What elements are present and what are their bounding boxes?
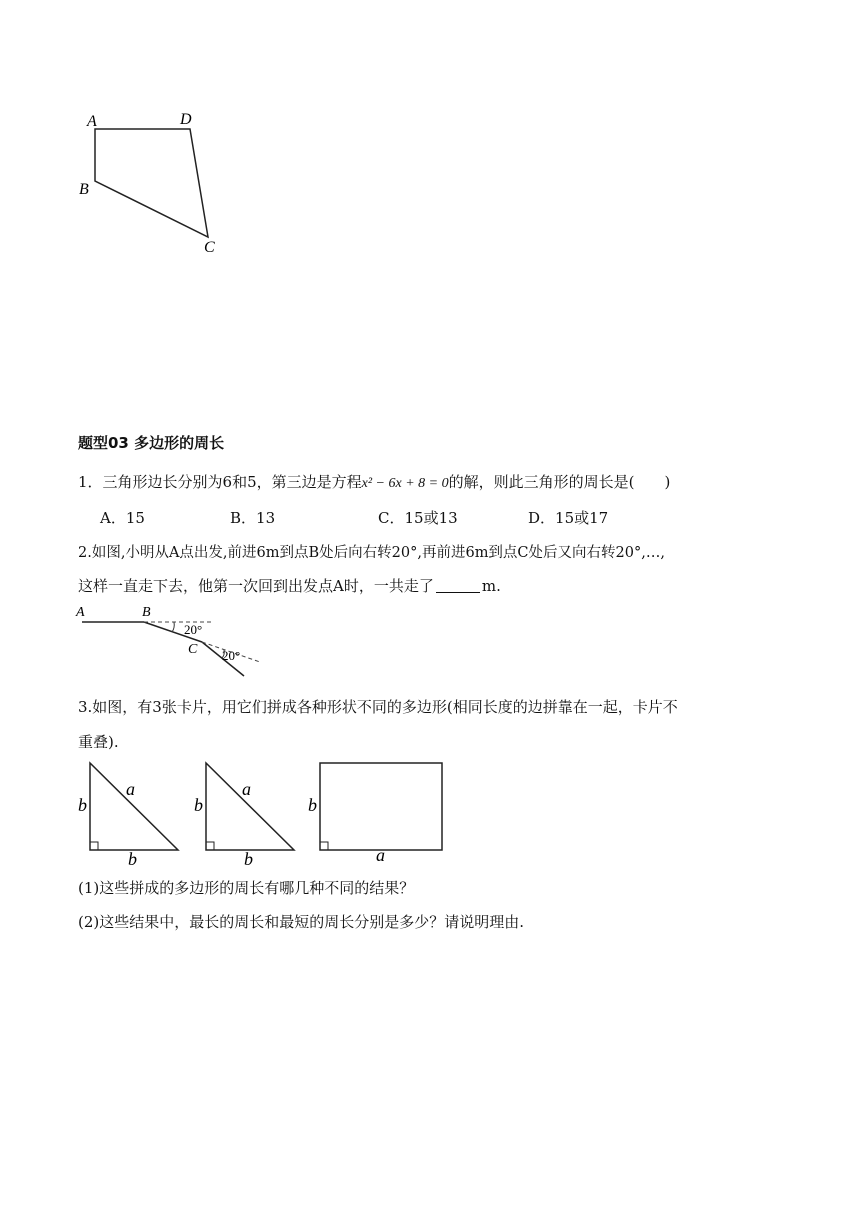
q3-sub-question-2: (2)这些结果中，最长的周长和最短的周长分别是多少？请说明理由. xyxy=(78,913,525,931)
q2-line-2-after: m. xyxy=(481,577,501,595)
cards-figure xyxy=(74,755,454,870)
t1-leg-v-label: b xyxy=(78,795,87,815)
quadrilateral-shape xyxy=(95,129,208,237)
q2-line-1: 2.如图,小明从A点出发,前进6m到点B处后向右转20°,再前进6m到点C处后又向右转20°,…, xyxy=(78,545,665,561)
q1-text-before: 三角形边长分别为6和5，第三边是方程 xyxy=(102,473,362,491)
vertex-label-c: C xyxy=(204,239,215,256)
t1-hyp-label: a xyxy=(126,779,135,799)
point-label-a: A xyxy=(76,605,85,620)
right-angle-mark-3 xyxy=(320,842,328,850)
q2-line-2 xyxy=(78,576,501,596)
walking-path-figure xyxy=(74,600,274,680)
angle-label-2: 20° xyxy=(222,648,241,663)
right-angle-mark-2 xyxy=(206,842,214,850)
rect-side-label: b xyxy=(308,795,317,815)
t2-leg-h-label: b xyxy=(244,849,253,869)
triangle-card-2 xyxy=(206,763,294,850)
t2-hyp-label: a xyxy=(242,779,251,799)
vertex-label-a: A xyxy=(87,113,97,130)
quadrilateral-figure xyxy=(70,105,240,265)
right-angle-mark-1 xyxy=(90,842,98,850)
q1-equation: x² − 6x + 8 = 0 xyxy=(361,476,449,491)
q1-option-b[interactable]: B．13 xyxy=(230,509,276,527)
section-title: 题型03 多边形的周长 xyxy=(78,434,225,452)
q2-line-2-before: 这样一直走下去，他第一次回到出发点A时，一共走了 xyxy=(78,577,434,595)
q3-line-1: 3.如图，有3张卡片，用它们拼成各种形状不同的多边形(相同长度的边拼靠在一起，卡片不 xyxy=(78,698,678,716)
point-label-b: B xyxy=(142,605,151,620)
q1-option-a[interactable]: A．15 xyxy=(100,509,145,527)
vertex-label-d: D xyxy=(180,111,192,128)
q1-text-after: 的解，则此三角形的周长是( ) xyxy=(448,473,671,491)
q1-number: 1． xyxy=(78,473,103,491)
q3-sub-question-1: (1)这些拼成的多边形的周长有哪几种不同的结果？ xyxy=(78,879,415,897)
vertex-label-b: B xyxy=(79,181,89,198)
q3-line-2: 重叠). xyxy=(78,733,119,751)
answer-blank[interactable] xyxy=(436,578,480,593)
point-label-c: C xyxy=(188,642,198,657)
triangle-card-1 xyxy=(90,763,178,850)
q1-option-c[interactable]: C．15或13 xyxy=(378,509,458,527)
t2-leg-v-label: b xyxy=(194,795,203,815)
rect-bottom-label: a xyxy=(376,845,385,865)
q1-option-d[interactable]: D．15或17 xyxy=(528,509,609,527)
angle-arc-1 xyxy=(172,622,174,632)
angle-label-1: 20° xyxy=(184,622,203,637)
t1-leg-h-label: b xyxy=(128,849,137,869)
question-1 xyxy=(78,472,670,494)
rectangle-card xyxy=(320,763,442,850)
